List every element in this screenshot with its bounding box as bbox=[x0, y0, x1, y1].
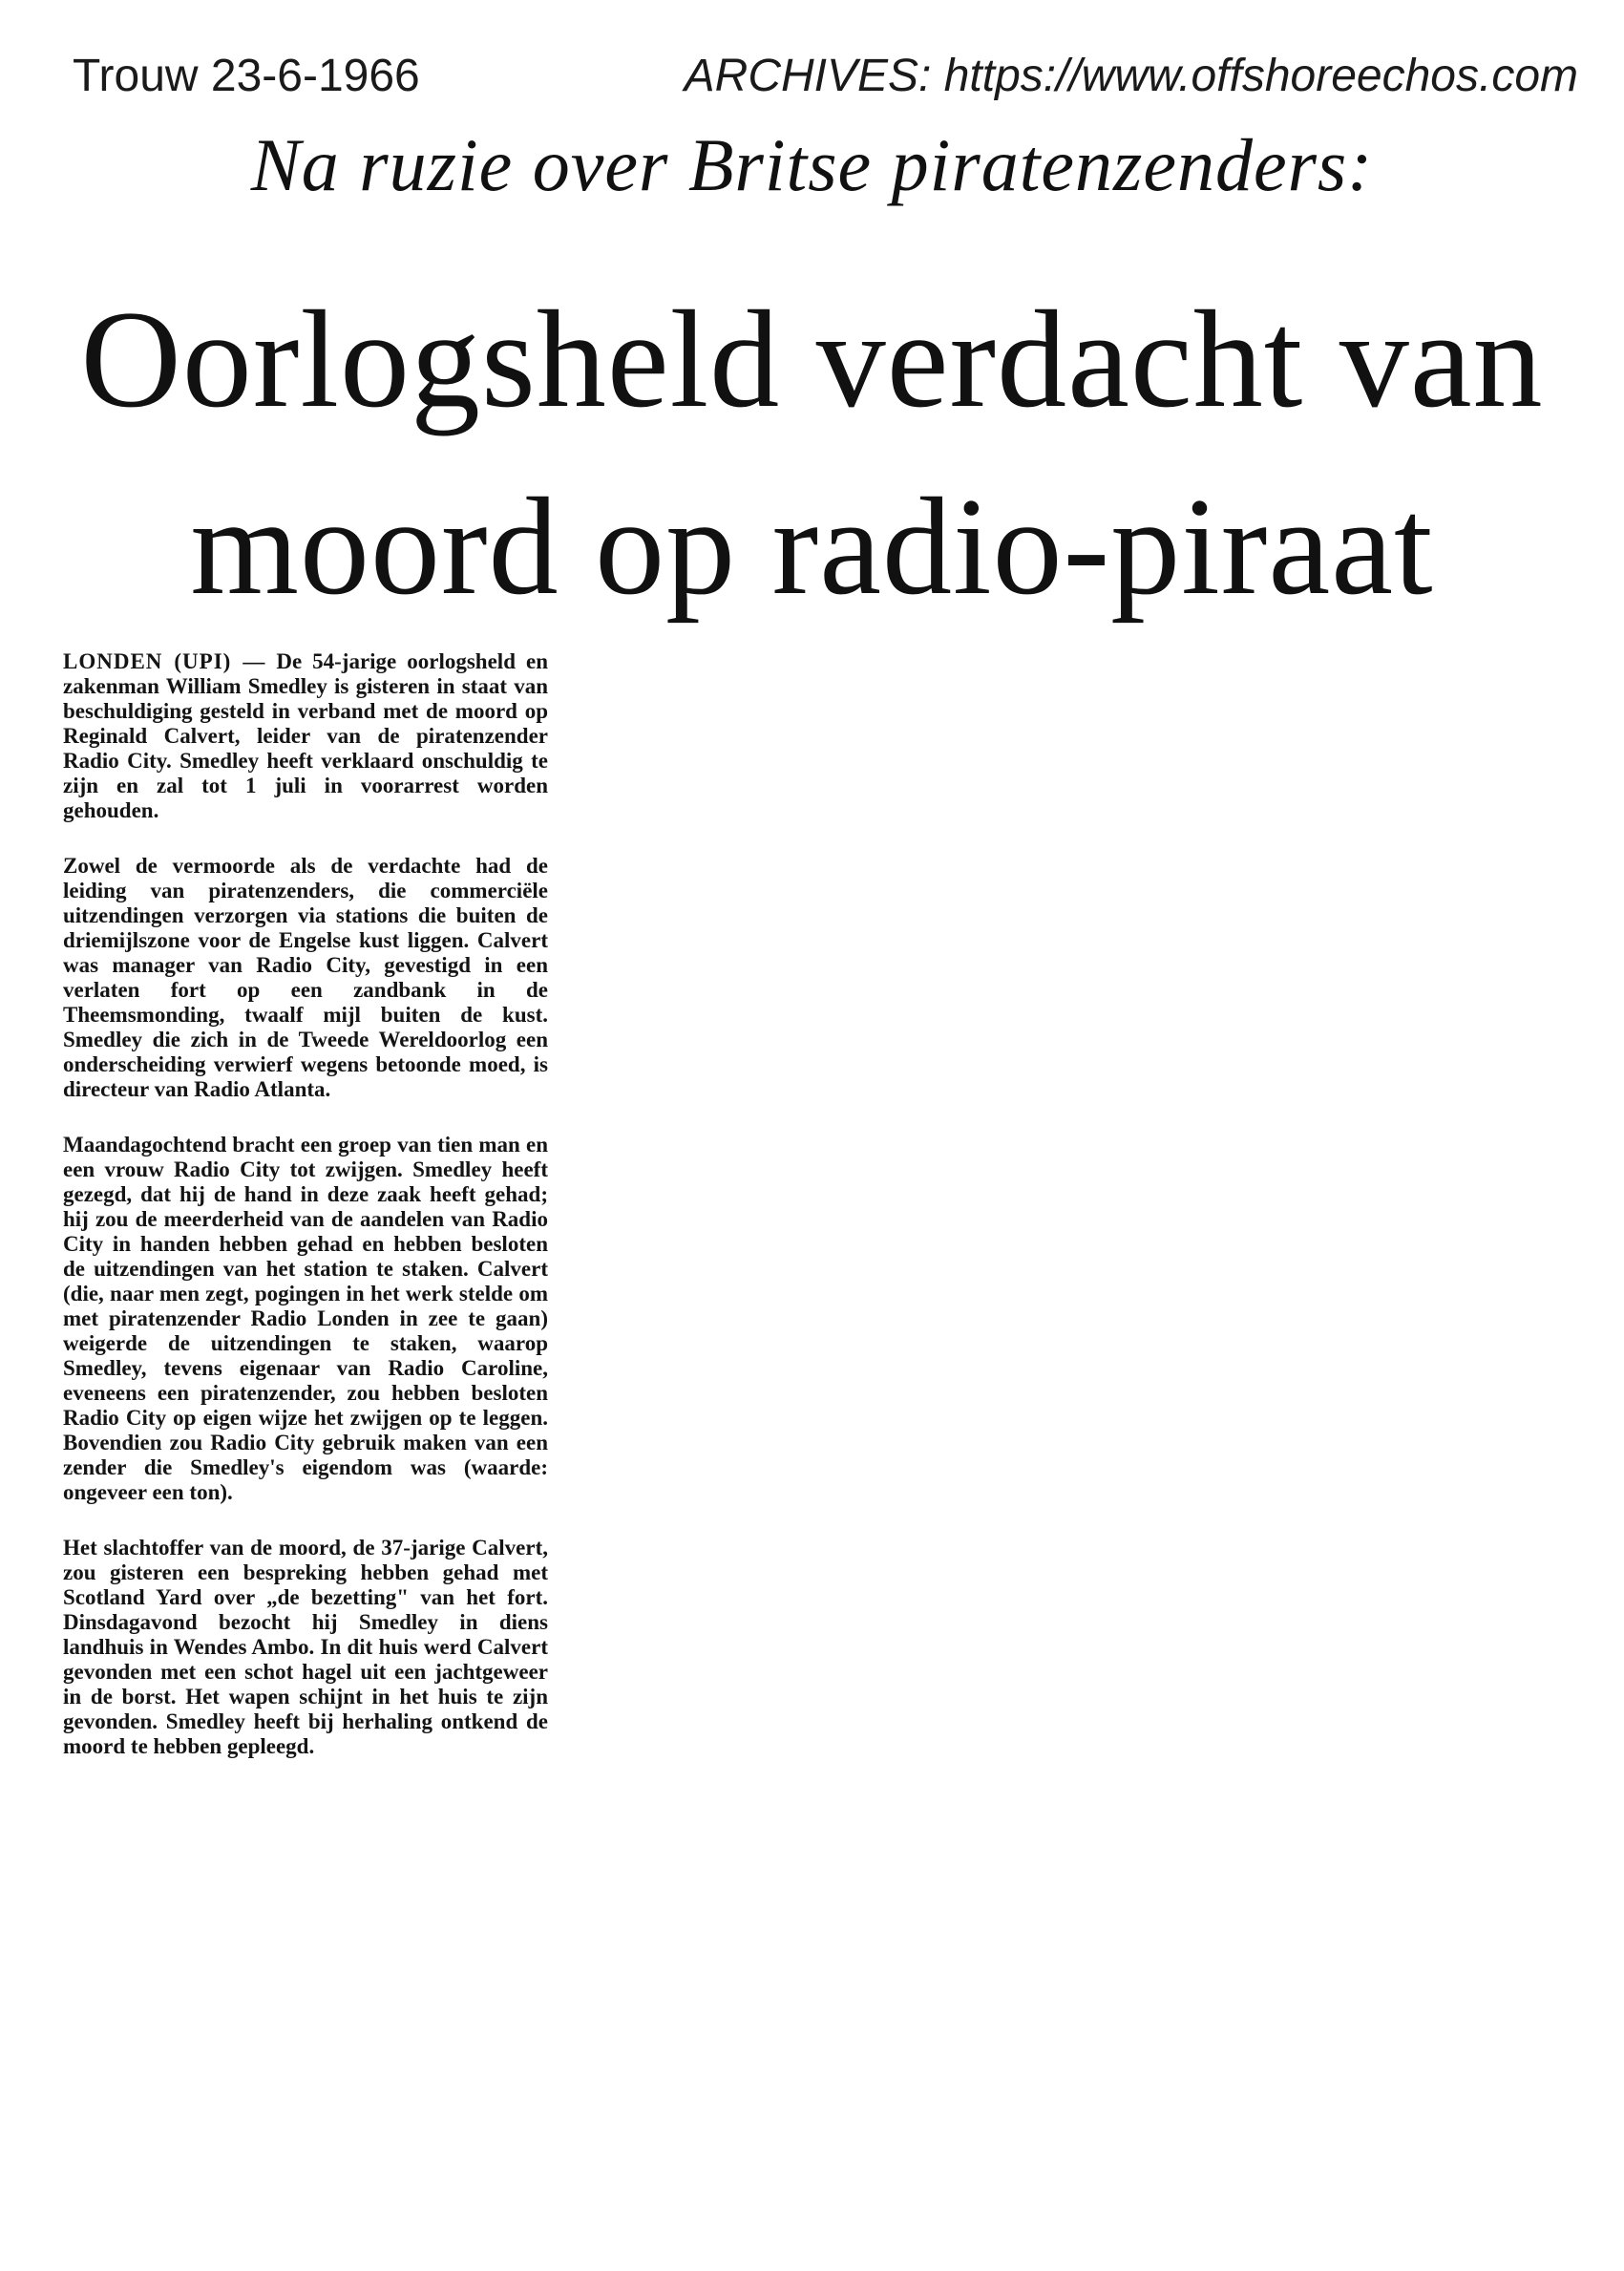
archive-url-label: ARCHIVES: https://www.offshoreechos.com bbox=[684, 51, 1578, 101]
article-paragraph: Het slachtoffer van de moord, de 37-jarige Calvert, zou gisteren een bespreking hebben gehad met Scotland Yard over „de bezetting" van het fort. Dinsdagavond bezocht hij Smedley in diens landhuis in Wendes Ambo. In dit huis werd Calvert gevonden met een schot hagel uit een jachtgeweer in de borst. Het wapen schijnt in het huis te zijn gevonden. Smedley heeft bij herhaling ontkend de moord te hebben gepleegd. bbox=[63, 1536, 548, 1758]
article-kicker: Na ruzie over Britse piratenzenders: bbox=[250, 123, 1374, 206]
newspaper-source-label: Trouw 23-6-1966 bbox=[73, 51, 420, 101]
headline-line-2: moord op radio-piraat bbox=[190, 469, 1434, 624]
dateline: LONDEN (UPI) — bbox=[63, 649, 266, 673]
headline-line-1: Oorlogsheld verdacht van bbox=[80, 282, 1544, 436]
article-paragraph: Zowel de vermoorde als de verdachte had de leiding van piratenzenders, die commerciële uitzendingen verzorgen via stations die buiten de driemijlszone voor de Engelse kust liggen. Calvert was manager van Radio City, gevestigd in een verlaten fort op een zandbank in de Theemsmonding, twaalf mijl buiten de kust. Smedley die zich in de Tweede Wereldoorlog een onderscheiding verwierf wegens betoonde moed, is directeur van Radio Atlanta. bbox=[63, 854, 548, 1101]
lead-paragraph bbox=[63, 649, 548, 823]
article-body bbox=[63, 649, 548, 1790]
lead-text: De 54-jarige oorlogsheld en zakenman William Smedley is gisteren in staat van beschuldiging gesteld in verband met de moord op Reginald Calvert, leider van de piratenzender Radio City. Smedley heeft verklaard onschuldig te zijn en zal tot 1 juli in voorarrest worden gehouden. bbox=[63, 649, 548, 822]
article-paragraph: Maandagochtend bracht een groep van tien man en een vrouw Radio City tot zwijgen. Smedley heeft gezegd, dat hij de hand in deze zaak heeft gehad; hij zou de meerderheid van de aandelen van Radio City in handen hebben gehad en hebben besloten de uitzendingen van het station te staken. Calvert (die, naar men zegt, pogingen in het werk stelde om met piratenzender Radio Londen in zee te gaan) weigerde de uitzendingen te staken, waarop Smedley, tevens eigenaar van Radio Caroline, eveneens een piratenzender, zou hebben besloten Radio City op eigen wijze het zwijgen op te leggen. Bovendien zou Radio City gebruik maken van een zender die Smedley's eigendom was (waarde: ongeveer een ton). bbox=[63, 1133, 548, 1504]
